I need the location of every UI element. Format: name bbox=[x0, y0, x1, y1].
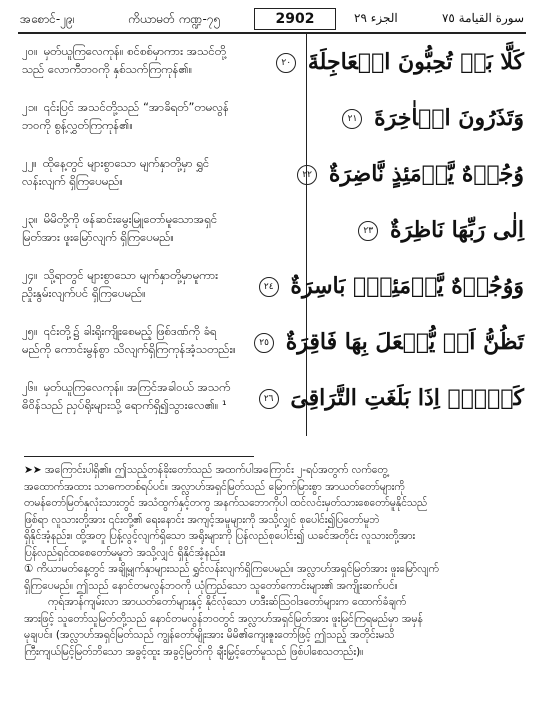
arabic-text: وُجُوۡهٌ يَّوۡمَئِذٍ نَّاضِرَةٌ bbox=[328, 161, 524, 187]
verse-translation bbox=[22, 98, 314, 134]
header-juz: الجزء ٢٩ bbox=[354, 11, 398, 25]
footnote-line: မုချပင်။ (အလ္လာဟ်အရှင်မြတ်သည် ကျွန်တော်မျိုးအား မိမိ၏ကျေးဇူးတော်ဖြင့် ဤသည့် အတိုင်းမသိ bbox=[24, 629, 395, 641]
verse-number: ၂၃။ bbox=[22, 212, 38, 226]
verse-row bbox=[18, 316, 526, 372]
ayah-marker: ٢١ bbox=[342, 109, 362, 129]
footnote-line: တမန်တော်မြတ်နှလုံးသားတွင် အသံထွက်နှင့်တကွ အနက်သဘောကိုပါ ထင်လင်းမှတ်သားစေတော်မူနိုင်သည် bbox=[24, 497, 428, 509]
verse-row bbox=[18, 92, 526, 148]
ayah-marker: ٢٦ bbox=[259, 389, 279, 409]
arabic-text: تَظُنُّ اَنۡ يُّفۡعَلَ بِهَا فَاقِرَةٌ bbox=[285, 329, 524, 355]
translation-line: ၎င်းတို့၌ ခါးရိုးကျိုးစေမည့် ဖြစ်ဒဏ်ကို ခံရ bbox=[43, 324, 217, 338]
verse-number: ၂၀။ bbox=[22, 44, 38, 58]
arabic-verse bbox=[263, 376, 524, 420]
verse-row bbox=[18, 372, 526, 428]
verse-row bbox=[18, 260, 526, 316]
footnote-line: ရှိကြပေမည်။ ဤသည် နောင်တမလွန်ဘဝကို ယုံကြည်သော သူတော်ကောင်းများ၏ အကျိုးဆက်ပင်။ bbox=[24, 579, 398, 592]
header-chapter: ကိယာမတ် ကဏ္ဍ-၇၅ bbox=[128, 12, 221, 26]
arabic-verse bbox=[281, 40, 524, 84]
footnote-line: ပြန်လည်ရှင်ထစေတော်မမူဘဲ အသို့လျှင် ရှိနိုင်အံ့နည်း။ bbox=[24, 546, 226, 559]
footnote-line: ➤➤ အကြောင်းပါရှိ၏။ ဤသည့်တန်ခိုးတော်သည် အထက်ပါအကြောင်း ၂-ရပ်အတွက် လက်တွေ့ bbox=[24, 464, 388, 476]
arabic-text: اِلٰى رَبِّهَا نَاظِرَةٌ bbox=[389, 217, 524, 243]
verse-number: ၂၂။ bbox=[22, 156, 37, 170]
translation-line: မည်ကို ကောင်းမွန်စွာ သိလျက်ရှိကြကုန်အံ့သတည်း။ bbox=[22, 342, 236, 356]
verse-number: ၂၄။ bbox=[22, 268, 38, 282]
verse-translation bbox=[22, 42, 314, 78]
translation-line: မှတ်ယူကြလေကုန်။ အကြင်အခါဝယ် အသက် bbox=[43, 380, 231, 394]
arabic-verse bbox=[318, 96, 524, 140]
arabic-text: وَتَذَرُونَ الۡاٰخِرَةَ bbox=[374, 105, 524, 131]
footnote-line: အထောက်အထား သာဓကတစ်ရပ်ပင်။ အလ္လာဟ်အရှင်မြတ်သည် မြောက်မြားစွာ အာယတ်တော်များကို bbox=[24, 480, 405, 493]
translation-line: ၎င်းပြင် အသင်တို့သည် “အာခိရတ်”တမလွန် bbox=[43, 100, 229, 114]
translation-line: ထိုနေ့တွင် များစွာသော မျက်နှာတို့မှာ ရွှင် bbox=[42, 156, 210, 170]
ayah-marker: ٢٠ bbox=[276, 53, 296, 73]
verse-translation bbox=[22, 210, 314, 246]
arabic-verse bbox=[259, 320, 524, 364]
translation-line: သို့ရာတွင် များစွာသော မျက်နှာတို့မှာမူကား bbox=[43, 268, 219, 282]
verse-number: ၂၁။ bbox=[22, 100, 38, 114]
footnote-line: ဖြစ်ရာ လူသားတို့အား ၎င်းတို့၏ ရေးနောင်း အကျင့်အမူများကို အသို့လျှင် စုပေါင်း၍ပြတော်မူဘဲ bbox=[24, 513, 380, 526]
footnote-line: ရှိနိုင်အံ့နည်း။ ထို့အတူ ပြန့်လွင့်လျက်ရှိသော အရိုးများကို ပြန်လည်စုပေါင်း၍ ယခင်အတိုင်း လူသားတို့အား bbox=[24, 530, 416, 542]
verse-translation bbox=[22, 154, 314, 190]
arabic-verse bbox=[263, 264, 524, 308]
verse-row bbox=[18, 36, 526, 92]
footnote-line: အားဖြင့် သူတော်သူမြတ်တို့သည် နောင်တမလွန်ဘဝတွင် အလ္လာဟ်အရှင်မြတ်အား ဖူးမြင်ကြရမည်မှာ အမှန် bbox=[24, 612, 423, 625]
translation-line: ညှိုးနွမ်းလျက်ပင် ရှိကြပေမည်။ bbox=[22, 286, 146, 300]
arabic-verse bbox=[318, 208, 524, 252]
translation-line: လန်းလျက် ရှိကြပေမည်။ bbox=[22, 174, 123, 188]
header-surah: سورة القيامة ٧٥ bbox=[441, 11, 524, 25]
verse-row bbox=[18, 204, 526, 260]
header-volume: အစောင်-၂၉၊ bbox=[20, 12, 75, 26]
arabic-text: كَلَّاۤ اِذَا بَلَغَتِ التَّرَاقِىَ bbox=[290, 385, 524, 411]
ayah-marker: ٢٥ bbox=[254, 333, 274, 353]
translation-line: မိမိတို့ကို ဖန်ဆင်းမွေးမြူတော်မူသောအရှင် bbox=[43, 212, 218, 226]
arabic-text: وَوُجُوۡهٌ يَّوۡمَئِذٍۢ بَاسِرَةٌ bbox=[290, 273, 524, 299]
verse-row bbox=[18, 148, 526, 204]
ayah-marker: ٢٤ bbox=[259, 277, 279, 297]
translation-line: မြတ်အား ဖူးမြော်လျက် ရှိကြပေမည်။ bbox=[22, 230, 175, 244]
verse-number: ၂၅။ bbox=[22, 324, 38, 338]
translation-line: မှတ်ယူကြလေကုန်။ စင်စစ်မှာကား အသင်တို့ bbox=[43, 44, 226, 58]
page-header bbox=[18, 10, 526, 34]
translation-line: ဘဝကို စွန့်လွှတ်ကြကုန်၏။ bbox=[22, 118, 133, 132]
footnote-line: ကြီးကျယ်မြင့်မြတ်ဘိသော အခွင့်ထူး အခွင့်မြတ်ကို ချီးမြှင့်တော်မူသည် ဖြစ်ပါစေသတည်း)။ bbox=[24, 645, 364, 658]
arabic-verse bbox=[302, 152, 524, 196]
page-number: 2902 bbox=[254, 8, 336, 30]
translation-line: ဓိဝိန်သည် ညှပ်ရိုးများသို့ ရောက်ရှိ၍သွားလေ၏။ ¹ bbox=[22, 398, 227, 412]
arabic-text: كَلَّا بَلۡ تُحِبُّونَ الۡعَاجِلَةَ bbox=[307, 49, 524, 75]
footnote-line: ကုရ်အာန်ကျမ်းလာ အာယတ်တော်များနှင့် နိုင်လုံသော ဟဒီးဆ်ဩဝါဒတော်များက ထောက်ခံချက် bbox=[48, 596, 407, 608]
footnote-rule bbox=[24, 456, 254, 457]
translation-line: သည် လောကီဘဝကို နှစ်သက်ကြကုန်၏။ bbox=[22, 62, 193, 76]
ayah-marker: ٢٣ bbox=[358, 221, 378, 241]
footnotes bbox=[24, 462, 524, 660]
verse-number: ၂၆။ bbox=[22, 380, 38, 394]
footnote-line: ① ကိယာမတ်နေ့တွင် အချို့မျက်နှာများသည် ရွှင်လန်းလျက်ရှိကြပေမည်။ အလ္လာဟ်အရှင်မြတ်အား ဖူးမြော်လျက် bbox=[24, 563, 439, 575]
ayah-marker: ٢٢ bbox=[297, 165, 317, 185]
